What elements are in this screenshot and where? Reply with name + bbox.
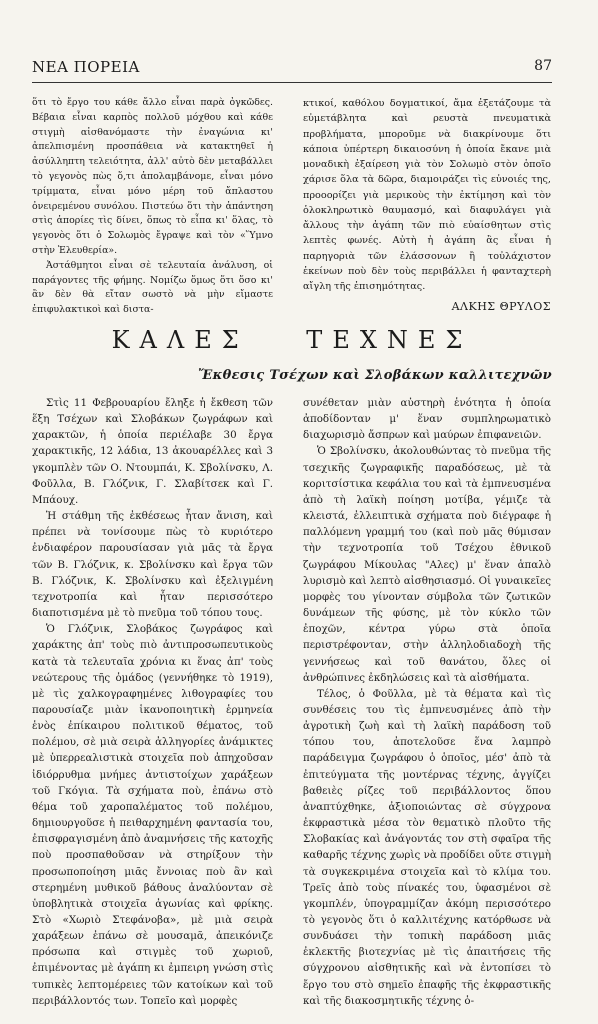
article-right-column (303, 395, 551, 1009)
header-rule (32, 82, 552, 83)
page-number: 87 (534, 58, 552, 74)
section-title: ΚΑΛΕΣ ΤΕΧΝΕΣ (111, 326, 473, 354)
paragraph: Στὶς 11 Φεβρουαρίου ἔληξε ἡ ἔκθεση τῶν ἕξη Τσέχων καὶ Σλοβάκων ζωγράφων καὶ χαρακτῶν, ἡ ὁποία περιέλαβε 30 ἔργα χαρακτικῆς, 12 λάδια, 13 ἀκουαρέλλες καὶ 3 γκομπλὲν τῶν Ο. Ντουμπάι, Κ. Σβολίνσκυ, Λ. Φοῦλλα, Β. Γλόζνικ, Γ. Σλαβίτσεκ καὶ Γ. Μπάουχ. (32, 397, 273, 506)
paragraph: Ἡ στάθμη τῆς ἐκθέσεως ἦταν ἄνιση, καὶ πρέπει νὰ τονίσουμε πὼς τὸ κυριότερο ἐνδιαφέρον παρουσίασαν γιὰ μᾶς τὰ ἔργα τῶν Β. Γλόζνικ, κ. Σβολίνσκυ καὶ ἔργα τῶν Β. Γλόζνικ, Κ. Σβολίνσκυ καὶ ἐξελιγμένη τεχνοτροπία καὶ ἦταν περισσότερο διαποτισμένα μὲ τὸ πνεῦμα τοῦ τόπου τους. (32, 510, 273, 620)
paragraph: Ὁ Σβολίνσκυ, ἀκολουθώντας τὸ πνεῦμα τῆς τσεχικῆς ζωγραφικῆς παραδόσεως, μὲ τὰ κοριτσίστικα κεφάλια του καὶ τὰ ἐμπνευσμένα ἀπὸ τὴ λαϊκὴ ποίηση μοτίβα, γέμιζε τὰ κλειστά, ἐλλειπτικὰ σχήματα ποὺ διέγραφε ἡ παλλόμενη γραμμή του (καὶ ποὺ μᾶς θύμισαν τὴν τεχνοτροπία τοῦ Τσέχου ἐθνικοῦ ζωγράφου Μίκουλας "Αλες) μ' ἕναν ἁπαλὸ λυρισμὸ καὶ λεπτὸ αἰσθησιασμό. Οἱ γυναικεῖες μορφὲς του γίνονταν σύμβολα τῶν ζωτικῶν δυνάμεων τῆς φύσης, μὲ τὸν κύκλο τῶν ἐποχῶν, κέντρα γύρω στὰ ὁποῖα περιστρέφονταν, στὴν ἀλληλοδιαδοχὴ τῆς γεννήσεως καὶ τοῦ θανάτου, ὅλες οἱ ἀνθρώπινες ἐκδηλώσεις καὶ τὰ αἰσθήματα. (303, 445, 551, 684)
top-article-left-column (32, 96, 273, 318)
paragraph: ὅτι τὸ ἔργο του κάθε ἄλλο εἶναι παρὰ ὀγκῶδες. Βέβαια εἶναι καρπὸς πολλοῦ μόχθου καὶ κάθε στιγμὴ αἰσθανόμαστε τὴν ἐναγώνια κι' ἀπελπισμένη προσπάθεια νὰ κατακτηθεῖ ἡ ἀσύλληπτη τελειότητα, ἀλλ' αὐτὸ δὲν μεταβάλλει τὸ γεγονὸς πὼς ὅ,τι ἀπολαμβάνομε, εἶναι μόνο τρίμματα, εἶναι μόνο μέρη τοῦ ἄπλαστου ὀνειρεμένου συνόλου. Πιστεύω ὅτι τὴν ἀπάντηση στὶς ἀπορίες τὶς δίνει, ὅπως τὸ εἶπα κι' ὅλας, τὸ γεγονὸς ὅτι ὁ Σολωμὸς ἔγραψε καὶ τὸν «Ὕμνο στὴν Ἐλευθερία». (32, 97, 273, 256)
paragraph: Ἀστάθμητοι εἶναι σὲ τελευταία ἀνάλυση, οἱ παράγοντες τῆς φήμης. Νομίζω ὅμως ὅτι ὅσο κι' ἂν δὲν θὰ εἴταν σωστὸ νὰ μὴν εἴμαστε ἐπιφυλακτικοὶ καὶ διστα- (32, 259, 273, 316)
paragraph: Τέλος, ὁ Φοῦλλα, μὲ τὰ θέματα καὶ τὶς συνθέσεις του τὶς ἐμπνευσμένες ἀπὸ τὴν ἀγροτικὴ ζωὴ καὶ τὴ λαϊκὴ παράδοση τοῦ τόπου του, ἀποτελοῦσε ἕνα λαμπρὸ παράδειγμα ζωγράφου ὁ ὁποῖος, μέσ' ἀπὸ τὰ ἐπιτεύγματα τῆς μοντέρνας τέχνης, ἀγγίζει βαθειὲς ρίζες τοῦ περιβάλλοντος ὅπου ἀναπτύχθηκε, ἀξιοποιώντας σὲ σύγχρονα ἐκφραστικὰ μέσα τὸν θεματικὸ πλοῦτο τῆς Σλοβακίας καὶ ἀνάγοντάς τον στὴ σφαῖρα τῆς καθαρῆς τέχνης χωρὶς νὰ προδίδει οὔτε στιγμὴ τὰ συγκεκριμένα στοιχεῖα καὶ τὸ κλίμα του. Τρεῖς ἀπὸ τοὺς πίνακές του, ὑφασμένοι σὲ γκομπλέν, ὑπογραμμίζαν ἀκόμη περισσότερο τὸ γεγονὸς ὅτι ὁ καλλιτέχνης κατόρθωσε νὰ συνδυάσει τὴν τοπικὴ παράδοση μιᾶς ἐκλεκτῆς βιοτεχνίας μὲ τὶς ἀπαιτήσεις τῆς σύγχρονου αἰσθητικῆς καὶ νὰ ἐντοπίσει τὸ ἔργο του στὸ σημεῖο ἐπαφῆς τῆς ἐκφραστικῆς καὶ τῆς διακοσμητικῆς τέχνης ὁ- (303, 687, 551, 1007)
article-left-column (32, 395, 273, 1009)
paragraph: κτικοί, καθόλου δογματικοί, ἄμα ἐξετάζουμε τὰ εὐμετάβλητα καὶ ρευστὰ πνευματικὰ προβλήματα, μποροῦμε νὰ διακρίνουμε ὅτι κάποια ὑπέρτερη δικαιοσύνη ἡ ὁποία ἔκανε μιὰ μοναδικὴ ἐξαίρεση γιὰ τὸν Σολωμὸ στὸν ὁποῖο χάρισε ὅλα τὰ δῶρα, διαμοιράζει τὶς εὐνοιές της, προοορίζει γιὰ μερικοὺς τὴν ἐκτίμηση καὶ τὸν ὁλοκληρωτικὸ θαυμασμό, καὶ διαφυλάγει γιὰ ἄλλους τὴν ἀγάπη τῶν πιὸ εὐαίσθητων στὶς λεπτὲς φωνές. Αὐτὴ ἡ ἀγάπη ἂς εἶναι ἡ παρηγοριὰ τῶν ἐλάσσονων ἢ τοὐλάχιστον ἐκείνων ποὺ δὲν τοὺς περιβάλλει ἡ φανταχτερὴ αἴγλη τῆς ἐπισημότητας. (303, 98, 551, 292)
article-subtitle: Ἔκθεσις Τσέχων καὶ Σλοβάκων καλλιτεχνῶν (198, 368, 552, 383)
paragraph: Ὁ Γλόζνικ, Σλοβάκος ζωγράφος καὶ χαράκτης ἀπ' τοὺς πιὸ ἀντιπροσωπευτικοὺς κατὰ τὰ τελευταῖα χρόνια κι ἕνας ἀπ' τοὺς νεώτερους τῆς ὁμάδος (γεννήθηκε τὸ 1919), μὲ τὶς χαλκογραφημένες λιθογραφίες του παρουσίαζε μιὰν ἱκανοποιητικὴ ἑρμηνεία ἑνὸς ἐπίκαιρου πολιτικοῦ θέματος, τοῦ πολέμου, σὲ μιὰ σειρὰ ἀλληγορίες ἀνάμικτες μὲ ὑπερρεαλιστικὰ στοιχεῖα ποὺ ἀπηχοῦσαν ἰδιόρρυθμα μνήμες ἀντιστοίχων χαράξεων τοῦ Γκόγια. Τὰ σχήματα ποὺ, ἐπάνω στὸ θέμα τοῦ χαροπαλέματος τοῦ πολέμου, δημιουργοῦσε ἡ πειθαρχημένη φαντασία του, ἐπισφραγισμένη ἀπὸ ἀναμνήσεις τῆς κατοχῆς ποὺ προσπαθοῦσαν νὰ στηρίξουν τὴν προσωποποίηση μιᾶς ἔννοιας ποὺ ἂν καὶ στερημένη μυθικοῦ βάθους ἀναλύονταν σὲ ὑποβλητικὰ στοιχεῖα ἀγωνίας καὶ φρίκης. Στὸ «Χωριὸ Στεφάνοβα», μὲ μιὰ σειρὰ χαράξεων ἐπάνω σὲ μουσαμᾶ, ἀπεικόνιζε πρόσωπα καὶ στιγμὲς τοῦ χωριοῦ, ἐπιμένοντας μὲ ἀγάπη κι ἐμπειρη γνώση στὶς τυπικὲς λεπτομέρειες τῶν κατοίκων καὶ τοῦ περιβάλλοντός των. Τοπεῖο καὶ μορφὲς (32, 623, 273, 1007)
running-header (32, 58, 552, 80)
paragraph: συνέθεταν μιὰν αὐστηρὴ ἑνότητα ἡ ὁποία ἀποδίδονταν μ' ἕναν συμπληρωματικὸ διαχωρισμὸ ἄσπρων καὶ μαύρων ἐπιφανειῶν. (303, 397, 551, 442)
top-article-right-column (303, 96, 551, 294)
journal-title: ΝΕΑ ΠΟΡΕΙΑ (32, 58, 140, 76)
author-signature: ΑΛΚΗΣ ΘΡΥΛΟΣ (451, 300, 551, 313)
